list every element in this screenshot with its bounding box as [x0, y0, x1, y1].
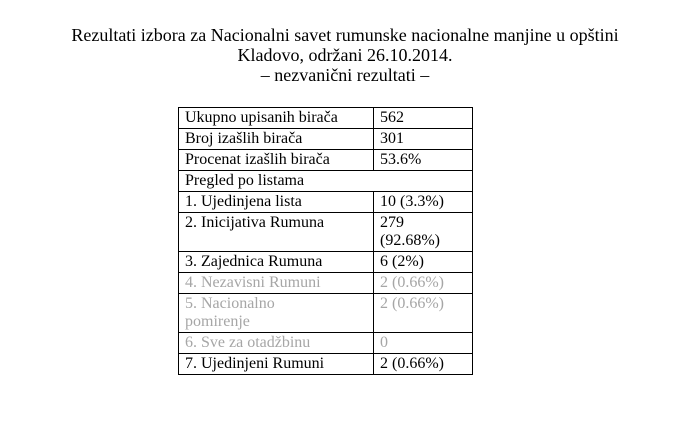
table-row-list-4	[179, 273, 473, 294]
list-label-line-1: 5. Nacionalno	[185, 295, 275, 312]
row-label: Procenat izašlih birača	[179, 150, 374, 171]
list-label: 3. Zajednica Rumuna	[179, 252, 374, 273]
table-row-registered-voters	[179, 108, 473, 129]
heading-line-1: Rezultati izbora za Nacionalni savet rumunske nacionalne manjine u opštini	[71, 25, 619, 45]
table-row-list-6	[179, 333, 473, 354]
list-value: 2 (0.66%)	[374, 273, 473, 294]
list-value: 6 (2%)	[374, 252, 473, 273]
list-value: 2 (0.66%)	[374, 354, 473, 375]
list-value: 0	[374, 333, 473, 354]
row-value: 53.6%	[374, 150, 473, 171]
table-row-list-7	[179, 354, 473, 375]
table-row-list-3	[179, 252, 473, 273]
list-label: 6. Sve za otadžbinu	[179, 333, 374, 354]
heading-line-2: Kladovo, održani 26.10.2014.	[237, 45, 453, 65]
row-value: 301	[374, 129, 473, 150]
list-value: 10 (3.3%)	[374, 192, 473, 213]
list-label	[179, 294, 374, 333]
list-label: 2. Inicijativa Rumuna	[179, 213, 374, 252]
table-row-voters-turnout	[179, 129, 473, 150]
list-label-line-2: pomirenje	[185, 313, 250, 330]
section-label: Pregled po listama	[179, 171, 473, 192]
heading-line-3: – nezvanični rezultati –	[260, 65, 430, 85]
results-table	[178, 107, 473, 375]
list-value	[374, 213, 473, 252]
table-row-turnout-percent	[179, 150, 473, 171]
list-label: 4. Nezavisni Rumuni	[179, 273, 374, 294]
list-label: 7. Ujedinjeni Rumuni	[179, 354, 374, 375]
row-label: Ukupno upisanih birača	[179, 108, 374, 129]
table-row-list-5	[179, 294, 473, 333]
row-label: Broj izašlih birača	[179, 129, 374, 150]
table-row-section-header	[179, 171, 473, 192]
list-value-count: 279	[380, 214, 404, 231]
document-heading	[0, 25, 690, 85]
list-value: 2 (0.66%)	[374, 294, 473, 333]
table-row-list-2	[179, 213, 473, 252]
table-row-list-1	[179, 192, 473, 213]
list-label: 1. Ujedinjena lista	[179, 192, 374, 213]
list-value-percent: (92.68%)	[380, 232, 440, 249]
row-value: 562	[374, 108, 473, 129]
